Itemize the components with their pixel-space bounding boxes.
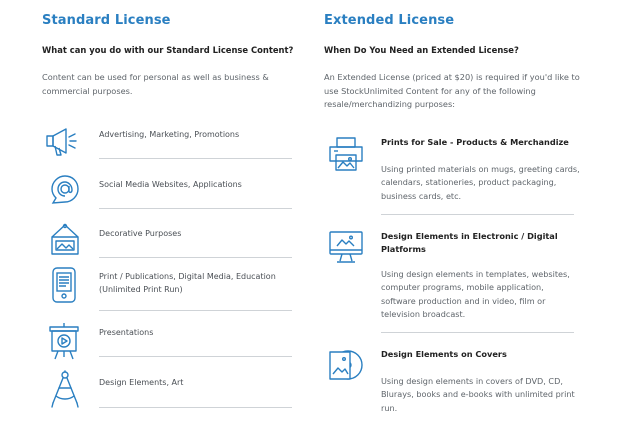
extended-item-desc: Using design elements in templates, websites, computer programs, mobile application, software production and in video, film or television broadcast.: [381, 269, 570, 319]
extended-item-title: Design Elements on Covers: [381, 349, 507, 359]
drafting-compass-icon: [49, 370, 81, 408]
printer-icon: [328, 136, 364, 172]
divider: [381, 214, 574, 215]
standard-item-label: Presentations: [99, 328, 154, 337]
standard-item-label: Decorative Purposes: [99, 229, 182, 238]
standard-license-title: Standard License: [42, 13, 171, 28]
standard-item-label: Advertising, Marketing, Promotions: [99, 130, 240, 139]
divider: [99, 257, 292, 258]
divider: [99, 356, 292, 357]
monitor-icon: [328, 229, 364, 265]
extended-item-desc: Using printed materials on mugs, greeting cards, calendars, stationeries, product packaging, business cards, etc.: [381, 164, 580, 201]
divider: [381, 332, 574, 333]
extended-license-question: When Do You Need an Extended License?: [324, 45, 519, 55]
framed-picture-icon: [49, 223, 81, 257]
standard-item-label: Print / Publications, Digital Media, Education (Unlimited Print Run): [99, 272, 276, 294]
standard-item-label: Design Elements, Art: [99, 378, 184, 387]
standard-license-intro: Content can be used for personal as well as business & commercial purposes.: [42, 72, 269, 96]
divider: [99, 158, 292, 159]
extended-item-desc: Using design elements in covers of DVD, CD, Blurays, books and e-books with unlimited print run.: [381, 376, 575, 413]
tablet-icon: [51, 266, 77, 304]
disc-case-icon: [328, 348, 364, 384]
at-sign-icon: [50, 174, 80, 206]
presentation-board-icon: [48, 322, 80, 360]
divider: [99, 310, 292, 311]
divider: [99, 208, 292, 209]
extended-license-intro: An Extended License (priced at $20) is required if you'd like to use StockUnlimited Content for any of the following resale/merchandizing purposes:: [324, 72, 580, 109]
megaphone-icon: [44, 126, 80, 158]
extended-item-title: Prints for Sale - Products & Merchandize: [381, 137, 569, 147]
standard-license-question: What can you do with our Standard License Content?: [42, 45, 294, 55]
divider: [99, 407, 292, 408]
standard-item-label: Social Media Websites, Applications: [99, 180, 242, 189]
extended-item-title: Design Elements in Electronic / Digital Platforms: [381, 231, 558, 254]
extended-license-title: Extended License: [324, 13, 455, 28]
